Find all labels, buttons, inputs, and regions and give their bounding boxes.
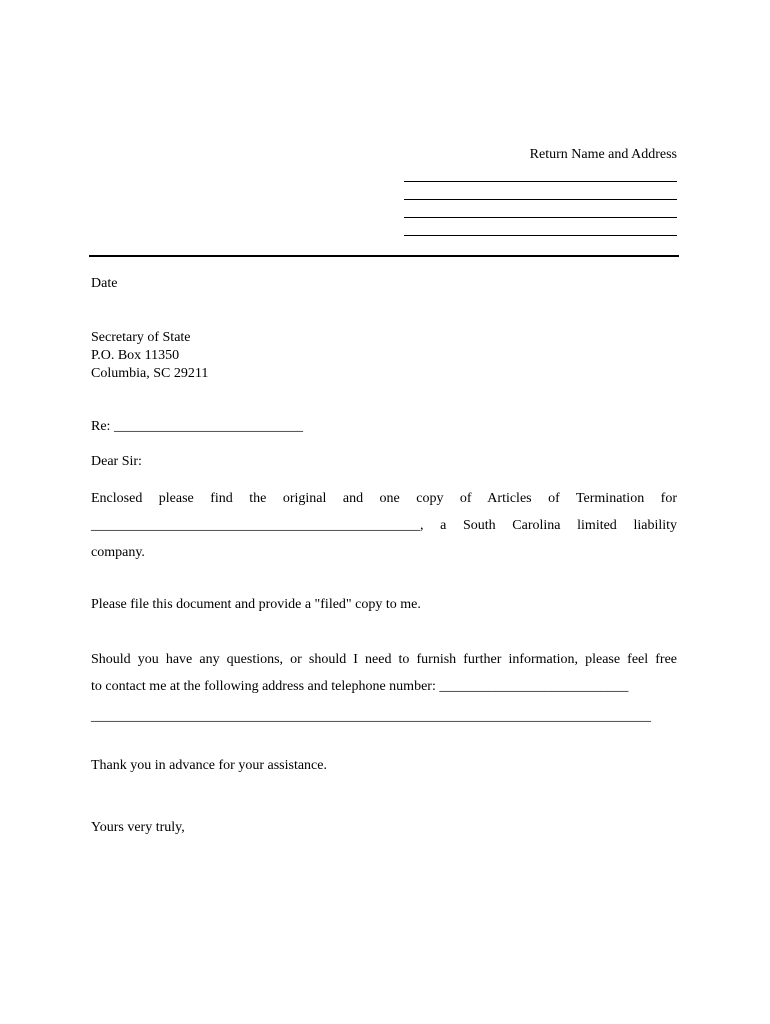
date-label: Date (91, 276, 118, 291)
re-line: Re: ___________________________ (91, 419, 303, 434)
salutation: Dear Sir: (91, 454, 142, 469)
thanks-line: Thank you in advance for your assistance. (91, 758, 327, 773)
closing-line: Yours very truly, (91, 820, 185, 835)
paragraph-contact-line-3: ________________________________________________________________________________ (91, 709, 651, 724)
paragraph-contact (91, 646, 677, 730)
paragraph-contact-line-1: Should you have any questions, or should I need to furnish further information, please feel free (91, 652, 677, 667)
recipient-line-2: P.O. Box 11350 (91, 348, 180, 363)
paragraph-enclosed-line-3: company. (91, 545, 145, 560)
header-divider (89, 255, 679, 257)
paragraph-enclosed-line-2: _______________________________________________, a South Carolina limited liability (91, 518, 677, 533)
paragraph-enclosed (91, 485, 677, 566)
return-address-line-1 (404, 181, 677, 182)
recipient-line-3: Columbia, SC 29211 (91, 366, 209, 381)
paragraph-enclosed-line-1: Enclosed please find the original and one copy of Articles of Termination for (91, 491, 677, 506)
recipient-line-1: Secretary of State (91, 330, 191, 345)
paragraph-contact-line-2: to contact me at the following address and telephone number: ___________________________ (91, 679, 629, 694)
return-address-line-3 (404, 217, 677, 218)
return-address-line-4 (404, 235, 677, 236)
paragraph-file-request: Please file this document and provide a "filed" copy to me. (91, 597, 421, 612)
return-address-line-2 (404, 199, 677, 200)
return-address-heading: Return Name and Address (529, 147, 677, 162)
